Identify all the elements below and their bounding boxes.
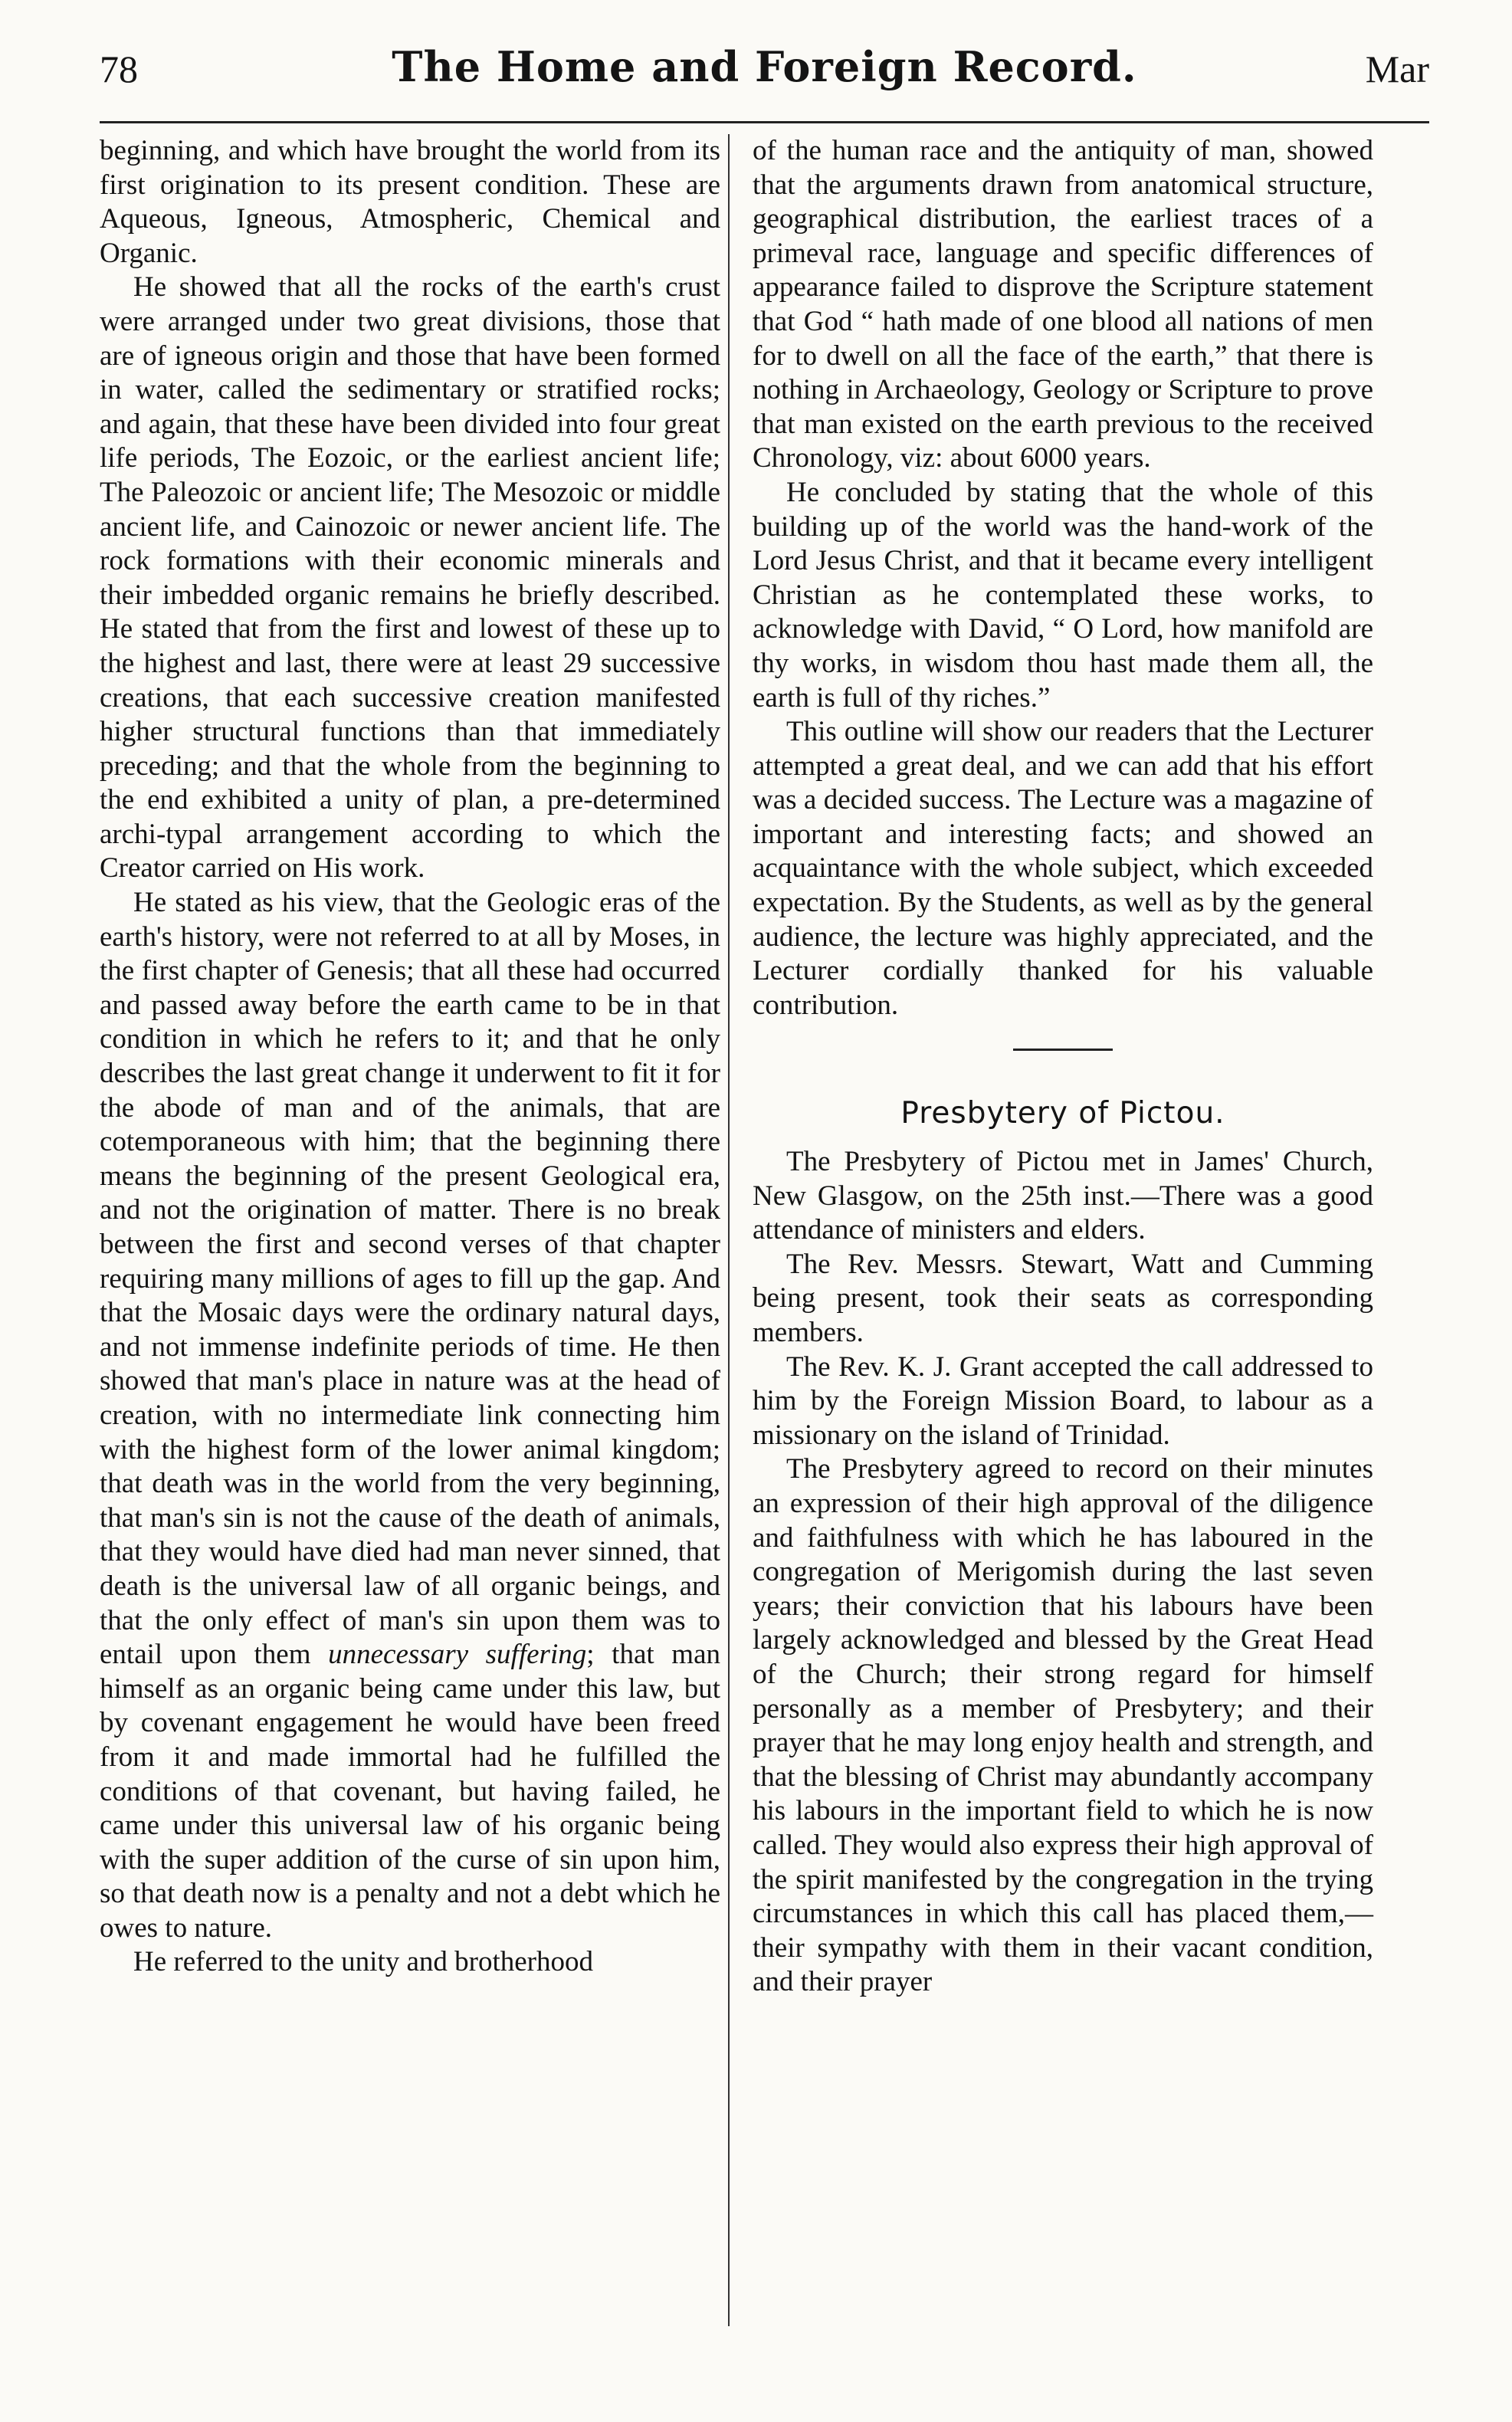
section-heading: Presbytery of Pictou. xyxy=(900,1096,1225,1131)
page-number: 78 xyxy=(100,48,138,90)
paragraph: He showed that all the rocks of the earth's crust were arranged under two great divisions, those that are of igneous origin and those that have been formed in water, called the sedimentary or stratified rocks; and again, that these have been divided into four great life periods, The Eozoic, or the earliest ancient life; The Paleozoic or ancient life; The Mesozoic or middle ancient life, and Cainozoic or newer ancient life. The rock formations with their economic minerals and their imbedded organic remains he briefly described. He stated that from the first and lowest of these up to the highest and last, there were at least 29 successive creations, that each successive creation manifested higher structural functions than that immediately preceding; and that the whole from the beginning to the end exhibited a unity of plan, a pre-determined archi-typal arrangement according to which the Creator carried on His work. xyxy=(100,271,720,884)
paragraph xyxy=(100,886,720,1945)
paragraph: The Rev. K. J. Grant accepted the call addressed to him by the Foreign Mission Board, to labour as a missionary on the island of Trinidad. xyxy=(753,1350,1373,1451)
column-divider xyxy=(728,134,730,2326)
paragraph: This outline will show our readers that the Lecturer attempted a great deal, and we can add that his effort was a decided success. The Lecture was a magazine of important and interesting facts; and showed an acquaintance with the whole subject, which exceeded expectation. By the Students, as well as by the general audience, the lecture was highly appreciated, and the Lecturer cordially thanked for his valuable contribution. xyxy=(753,716,1373,1021)
italic-text: unnecessary suffering xyxy=(328,1639,587,1671)
paragraph: The Presbytery agreed to record on their minutes an expression of their high approval of the diligence and faithfulness with which he has laboured in the congregation of Merigomish during the last seven years; their conviction that his labours have been largely acknowledged and blessed by the Great Head of the Church; their strong regard for himself personally as a member of Presbytery; and their prayer that he may long enjoy health and strength, and that the blessing of Christ may abundantly accompany his labours in the important field to which he is now called. They would also express their high approval of the spirit manifested by the congregation in the trying circumstances in which this call has placed them,—their sympathy with them in their vacant condition, and their prayer xyxy=(753,1453,1373,1998)
journal-title: The Home and Foreign Record. xyxy=(392,42,1137,91)
paragraph: He concluded by stating that the whole of this building up of the world was the hand-work of the Lord Jesus Christ, and that it became every intelligent Christian as he contemplated these works, to acknowledge with David, “ O Lord, how manifold are thy works, in wisdom thou hast made them all, the earth is full of thy riches.” xyxy=(753,476,1373,714)
paragraph: The Presbytery of Pictou met in James' Church, New Glasgow, on the 25th inst.—There was a good attendance of ministers and elders. xyxy=(753,1146,1373,1246)
paragraph: He referred to the unity and brotherhood xyxy=(133,1946,594,1978)
header-rule xyxy=(100,121,1429,123)
paragraph: beginning, and which have brought the world from its first origination to its present condition. These are Aqueous, Igneous, Atmospheric, Chemical and Organic. xyxy=(100,135,720,269)
running-header xyxy=(100,42,1429,111)
header-month: Mar xyxy=(1365,48,1429,90)
left-column xyxy=(100,134,720,1980)
paragraph: of the human race and the antiquity of man, showed that the arguments drawn from anatomical structure, geographical distribution, the earliest traces of a primeval race, language and specific differences of appearance failed to disprove the Scripture statement that God “ hath made of one blood all nations of men for to dwell on all the face of the earth,” that there is nothing in Archaeology, Geology or Scripture to prove that man existed on the earth previous to the received Chronology, viz: about 6000 years. xyxy=(753,135,1373,474)
paragraph: The Rev. Messrs. Stewart, Watt and Cumming being present, took their seats as corresponding members. xyxy=(753,1248,1373,1348)
text-run: ; that man himself as an organic being came under this law, but by covenant engagement he would have been freed from it and made immortal had he fulfilled the conditions of that covenant, but having failed, he came under this universal law of his organic being with the super addition of the curse of sin upon him, so that death now is a penalty and not a debt which he owes to nature. xyxy=(100,1639,721,1944)
text-run: He stated as his view, that the Geologic eras of the earth's history, were not referred to at all by Moses, in the first chapter of Genesis; that all these had occurred and passed away before the earth came to be in that condition in which he refers to it; and that he only describes the last great change it underwent to fit it for the abode of man and of the animals, that are cotemporaneous with him; that the beginning there means the beginning of the present Geological era, and not the origination of matter. There is no break between the first and second verses of that chapter requiring many millions of ages to fill up the gap. And that the Mosaic days were the ordinary natural days, and not immense indefinite periods of time. He then showed that man's place in nature was at the head of creation, with no intermediate link connecting him with the highest form of the lower animal kingdom; that death was in the world from the very beginning, that man's sin is not the cause of the death of animals, that they would have died had man never sinned, that death is the universal law of all organic beings, and that the only effect of man's sin upon them was to entail upon them xyxy=(100,887,720,1671)
right-column xyxy=(753,134,1373,2000)
section-separator xyxy=(1013,1049,1113,1051)
